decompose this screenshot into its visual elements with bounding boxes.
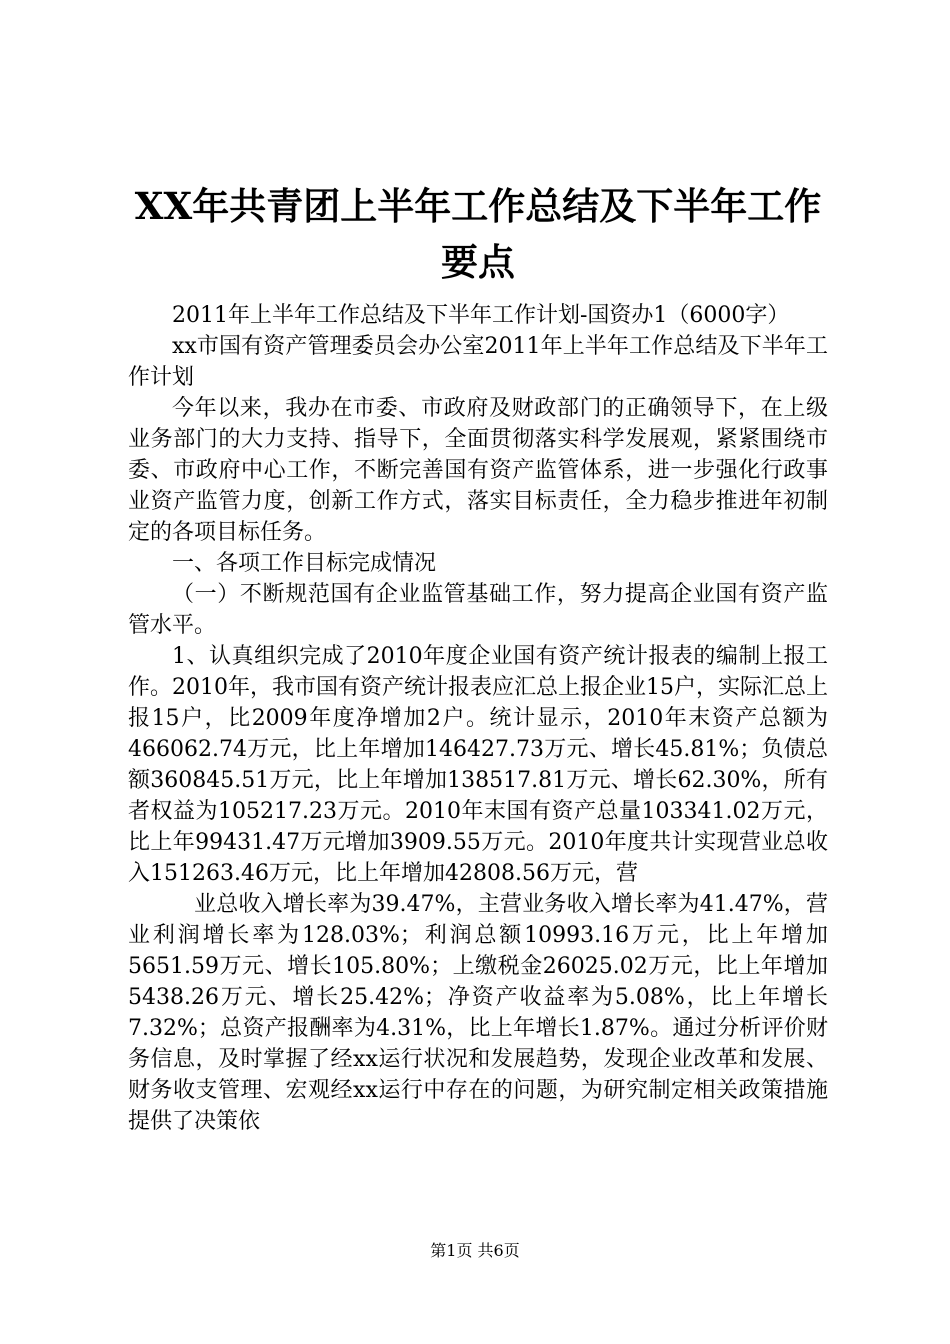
paragraph-item-1: 1、认真组织完成了2010年度企业国有资产统计报表的编制上报工作。2010年，我市国有资产统计报表应汇总上报企业15户，实际汇总上报15户，比2009年度净增加2户。统计显示，2010年末资产总额为466062.74万元，比上年增加146427.73万元、增长45.81%；负债总额360845.51万元，比上年增加138517.81万元、增长62.30%，所有者权益为105217.23万元。2010年末国有资产总量103341.02万元，比上年99431.47万元增加3909.55万元。2010年度共计实现营业总收入151263.46万元，比上年增加42808.56万元，营 xyxy=(128,644,828,886)
document-body xyxy=(128,300,828,1137)
page-footer: 第1页 共6页 xyxy=(430,1241,520,1260)
paragraph-heading: xx市国有资产管理委员会办公室2011年上半年工作总结及下半年工作计划 xyxy=(128,334,828,390)
paragraph-item-1-continued: 业总收入增长率为39.47%，主营业务收入增长率为41.47%，营业利润增长率为128.03%；利润总额10993.16万元，比上年增加5651.59万元、增长105.80%；上缴税金26025.02万元，比上年增加5438.26万元、增长25.42%；净资产收益率为5.08%，比上年增长7.32%；总资产报酬率为4.31%，比上年增长1.87%。通过分析评价财务信息，及时掌握了经xx运行状况和发展趋势，发现企业改革和发展、财务收支管理、宏观经xx运行中存在的问题，为研究制定相关政策措施提供了决策依 xyxy=(128,892,828,1134)
section-heading: 一、各项工作目标完成情况 xyxy=(172,551,437,576)
paragraph-subtitle: 2011年上半年工作总结及下半年工作计划-国资办1（6000字） xyxy=(172,303,790,328)
subsection-heading: （一）不断规范国有企业监管基础工作，努力提高企业国有资产监管水平。 xyxy=(128,582,828,638)
paragraph-intro: 今年以来，我办在市委、市政府及财政部门的正确领导下，在上级业务部门的大力支持、指导下，全面贯彻落实科学发展观，紧紧围绕市委、市政府中心工作，不断完善国有资产监管体系，进一步强化行政事业资产监管力度，创新工作方式，落实目标责任，全力稳步推进年初制定的各项目标任务。 xyxy=(128,396,828,545)
document-title: XX年共青团上半年工作总结及下半年工作要点 xyxy=(134,184,822,284)
